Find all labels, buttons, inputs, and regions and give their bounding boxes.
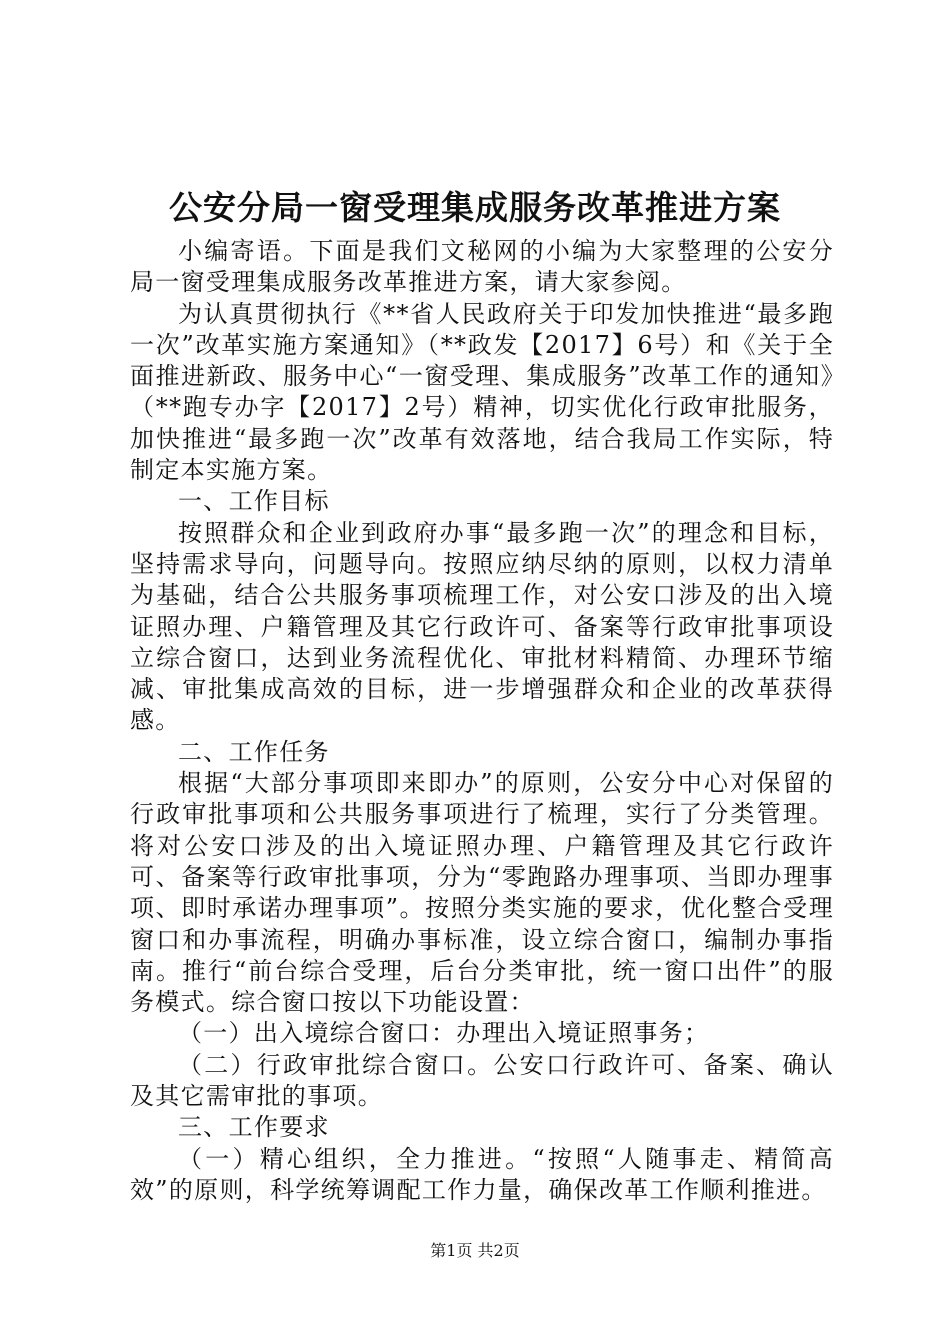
list-item-exit-entry-window: （一）出入境综合窗口：办理出入境证照事务； [178,1019,710,1048]
paragraph-intro: 小编寄语。下面是我们文秘网的小编为大家整理的公安分局一窗受理集成服务改革推进方案，请大家参阅。 [130,237,834,297]
paragraph-purpose: 为认真贯彻执行《**省人民政府关于印发加快推进“最多跑一次”改革实施方案通知》（**政发【2017】6号）和《关于全面推进新政、服务中心“一窗受理、集成服务”改革工作的通知》（**跑专办字【2017】2号）精神，切实优化行政审批服务，加快推进“最多跑一次”改革有效落地，结合我局工作实际，特制定本实施方案。 [130,299,834,485]
paragraph-goals: 按照群众和企业到政府办事“最多跑一次”的理念和目标，坚持需求导向，问题导向。按照应纳尽纳的原则，以权力清单为基础，结合公共服务事项梳理工作，对公安口涉及的出入境证照办理、户籍管理及其它行政许可、备案等行政审批事项设立综合窗口，达到业务流程优化、审批材料精简、办理环节缩减、审批集成高效的目标，进一步增强群众和企业的改革获得感。 [130,518,834,735]
document-body [130,236,834,1206]
section-heading-goals: 一、工作目标 [178,487,330,516]
section-heading-tasks: 二、工作任务 [178,737,330,766]
list-item-organization: （一）精心组织，全力推进。“按照“人随事走、精简高效”的原则，科学统筹调配工作力量，确保改革工作顺利推进。 [130,1144,834,1204]
paragraph-tasks: 根据“大部分事项即来即办”的原则，公安分中心对保留的行政审批事项和公共服务事项进行了梳理，实行了分类管理。将对公安口涉及的出入境证照办理、户籍管理及其它行政许可、备案等行政审批事项，分为“零跑路办理事项、当即办理事项、即时承诺办理事项”。按照分类实施的要求，优化整合受理窗口和办事流程，明确办事标准，设立综合窗口，编制办事指南。推行“前台综合受理，后台分类审批，统一窗口出件”的服务模式。综合窗口按以下功能设置： [130,769,834,1017]
list-item-approval-window: （二）行政审批综合窗口。公安口行政许可、备案、确认及其它需审批的事项。 [130,1050,834,1111]
section-heading-requirements: 三、工作要求 [178,1113,330,1142]
page-indicator: 第1页 共2页 [430,1241,520,1260]
document-title: 公安分局一窗受理集成服务改革推进方案 [169,188,781,227]
